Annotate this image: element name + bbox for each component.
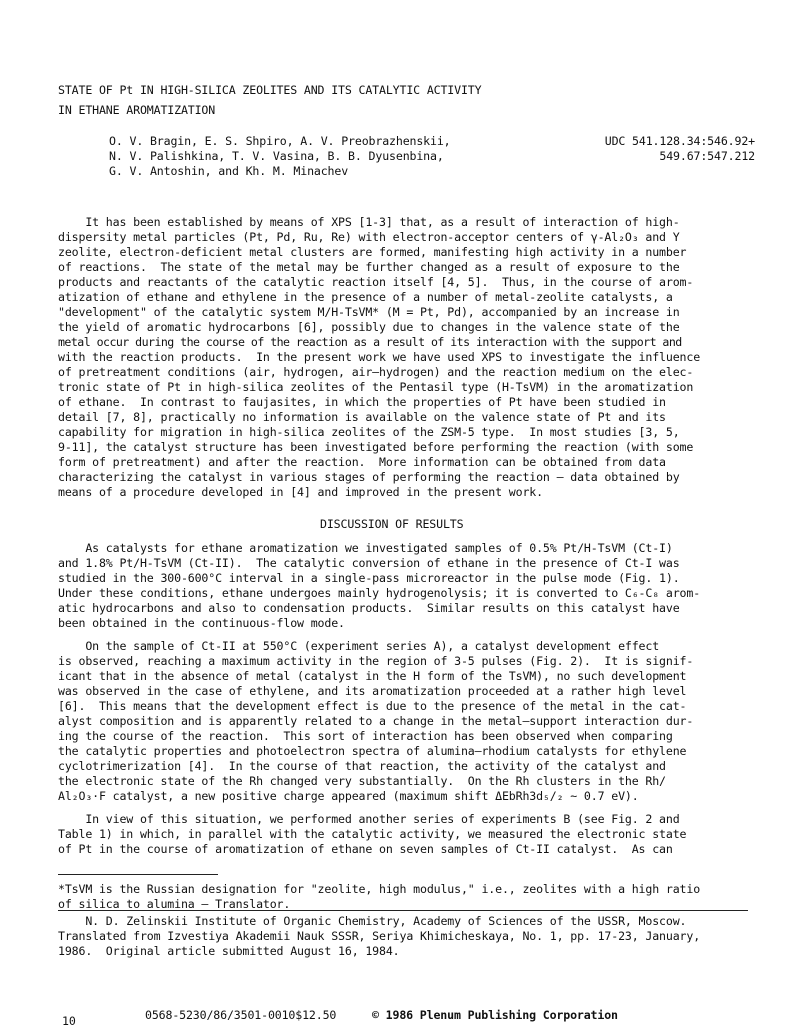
text-line: of reactions. The state of the metal may be further changed as a result of exposure to the — [58, 260, 680, 274]
text-line: atic hydrocarbons and also to condensation products. Similar results on this catalyst have — [58, 601, 680, 615]
text-line: 9-11], the catalyst structure has been investigated before performing the reaction (with some — [58, 440, 694, 454]
section-heading: DISCUSSION OF RESULTS — [320, 517, 464, 531]
footnote-underline — [58, 910, 748, 911]
text-line: studied in the 300-600°C interval in a single-pass microreactor in the pulse mode (Fig. 1). — [58, 571, 680, 585]
udc-code-line-1: UDC 541.128.34:546.92+ — [604, 134, 755, 148]
text-line: with the reaction products. In the present work we have used XPS to investigate the influence — [58, 350, 701, 364]
footnote-line-1: *TsVM is the Russian designation for "zeolite, high modulus," i.e., zeolites with a high ratio — [58, 882, 701, 896]
text-line: In view of this situation, we performed another series of experiments B (see Fig. 2 and — [58, 812, 680, 826]
text-line: and 1.8% Pt/H-TsVM (Ct-II). The catalytic conversion of ethane in the presence of Ct-I was — [58, 556, 680, 570]
text-line: dispersity metal particles (Pt, Pd, Ru, Re) with electron-acceptor centers of γ-Al₂O₃ and Y — [58, 230, 680, 244]
text-line: form of pretreatment) and after the reaction. More information can be obtained from data — [58, 455, 666, 469]
affiliation-line-2: Translated from Izvestiya Akademii Nauk SSSR, Seriya Khimicheskaya, No. 1, pp. 17-23, January, — [58, 929, 701, 943]
text-line: Al₂O₃·F catalyst, a new positive charge appeared (maximum shift ΔEbRh3d₅/₂ ~ 0.7 eV). — [58, 789, 639, 803]
issn-code: 0568-5230/86/3501-0010$12.50 — [145, 1008, 337, 1022]
text-line: [6]. This means that the development effect is due to the presence of the metal in the cat- — [58, 699, 687, 713]
text-line: tronic state of Pt in high-silica zeolites of the Pentasil type (H-TsVM) in the aromatization — [58, 380, 694, 394]
text-line: alyst composition and is apparently related to a change in the metal—support interaction dur- — [58, 714, 694, 728]
affiliation-line-1: N. D. Zelinskii Institute of Organic Chemistry, Academy of Sciences of the USSR, Moscow. — [58, 914, 687, 928]
text-line: the yield of aromatic hydrocarbons [6], possibly due to changes in the valence state of the — [58, 320, 680, 334]
footnote-rule — [58, 874, 218, 875]
text-line: means of a procedure developed in [4] and improved in the present work. — [58, 485, 543, 499]
text-line: the electronic state of the Rh changed very substantially. On the Rh clusters in the Rh/ — [58, 774, 666, 788]
text-line: capability for migration in high-silica zeolites of the ZSM-5 type. In most studies [3, 5, — [58, 425, 680, 439]
author-line-1: O. V. Bragin, E. S. Shpiro, A. V. Preobrazhenskii, — [109, 134, 451, 148]
text-line: ing the course of the reaction. This sort of interaction has been observed when comparing — [58, 729, 673, 743]
text-line: of Pt in the course of aromatization of ethane on seven samples of Ct-II catalyst. As can — [58, 842, 673, 856]
text-line: been obtained in the continuous-flow mode. — [58, 616, 345, 630]
copyright-notice: © 1986 Plenum Publishing Corporation — [372, 1008, 618, 1022]
text-line: characterizing the catalyst in various stages of performing the reaction — data obtained by — [58, 470, 680, 484]
article-title-line-1: STATE OF Pt IN HIGH-SILICA ZEOLITES AND ITS CATALYTIC ACTIVITY — [58, 83, 482, 97]
text-line: atization of ethane and ethylene in the presence of a number of metal-zeolite catalysts, a — [58, 290, 673, 304]
page-number: 10 — [62, 1014, 76, 1028]
text-line: detail [7, 8], practically no information is available on the valence state of Pt and its — [58, 410, 666, 424]
text-line: products and reactants of the catalytic reaction itself [4, 5]. Thus, in the course of arom- — [58, 275, 694, 289]
text-line: cyclotrimerization [4]. In the course of that reaction, the activity of the catalyst and — [58, 759, 666, 773]
affiliation-line-3: 1986. Original article submitted August 16, 1984. — [58, 944, 400, 958]
text-line: It has been established by means of XPS [1-3] that, as a result of interaction of high- — [58, 215, 680, 229]
text-line: of ethane. In contrast to faujasites, in which the properties of Pt have been studied in — [58, 395, 666, 409]
text-line: Under these conditions, ethane undergoes mainly hydrogenolysis; it is converted to C₆-C₈ arom- — [58, 586, 701, 600]
text-line: "development" of the catalytic system M/H-TsVM* (M = Pt, Pd), accompanied by an increase in — [58, 305, 680, 319]
text-line: of pretreatment conditions (air, hydrogen, air—hydrogen) and the reaction medium on the elec- — [58, 365, 694, 379]
text-line: On the sample of Ct-II at 550°C (experiment series A), a catalyst development effect — [58, 639, 660, 653]
text-line: Table 1) in which, in parallel with the catalytic activity, we measured the electronic state — [58, 827, 687, 841]
text-line: was observed in the case of ethylene, and its aromatization proceeded at a rather high level — [58, 684, 687, 698]
udc-code-line-2: 549.67:547.212 — [659, 149, 755, 163]
footnote-line-2: of silica to alumina — Translator. — [58, 897, 291, 911]
text-line: metal occur during the course of the reaction as a result of its interaction with the support and — [58, 335, 682, 349]
text-line: As catalysts for ethane aromatization we investigated samples of 0.5% Pt/H-TsVM (Ct-I) — [58, 541, 673, 555]
text-line: the catalytic properties and photoelectron spectra of alumina—rhodium catalysts for ethylene — [58, 744, 687, 758]
article-title-line-2: IN ETHANE AROMATIZATION — [58, 103, 216, 117]
text-line: icant that in the absence of metal (catalyst in the H form of the TsVM), no such development — [58, 669, 687, 683]
text-line: zeolite, electron-deficient metal clusters are formed, manifesting high activity in a number — [58, 245, 687, 259]
author-line-3: G. V. Antoshin, and Kh. M. Minachev — [109, 164, 349, 178]
text-line: is observed, reaching a maximum activity in the region of 3-5 pulses (Fig. 2). It is signif- — [58, 654, 694, 668]
author-line-2: N. V. Palishkina, T. V. Vasina, B. B. Dyusenbina, — [109, 149, 444, 163]
